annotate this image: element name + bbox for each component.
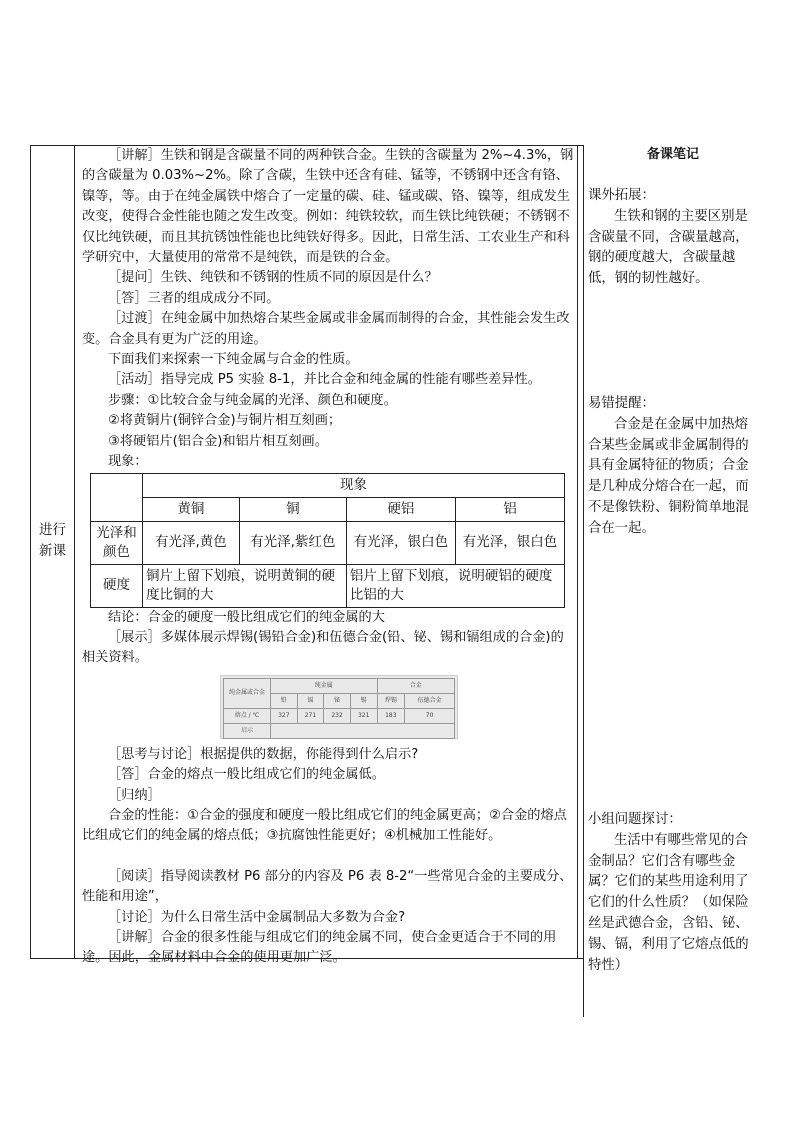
lesson-paragraph: ②将黄铜片(铜锌合金)与铜片相互刻画；	[108, 413, 342, 429]
lesson-paragraph: ［讲解］生铁和钢是含碳量不同的两种铁合金。生铁的含碳量为 2%~4.3%，钢的含碳量为 0.03%~2%。除了含碳，生铁中还含有硅、锰等，不锈钢中还含有铬、镍等，等。由于在纯金属铁中熔合了一定量的碳、硅、锰或碳、铬、镍等，组成发生改变，使得合金性能也随之发生改变。例如：纯铁较软，而生铁比纯铁硬；不锈钢不仅比纯铁硬，而且其抗锈蚀性能也比纯铁好得多。因此，日常生活、工农业生产和科学研究中，大量使用的常常不是纯铁，而是铁的合金。	[82, 148, 574, 266]
mp-alloy-wood: 伍德合金	[405, 693, 455, 708]
column-header-copper: 铜	[239, 497, 346, 521]
table-column-divider	[74, 145, 75, 959]
column-header-duralumin: 硬铝	[346, 497, 455, 521]
mp-alloy-header: 合金	[377, 678, 455, 693]
lesson-paragraph: ［阅读］指导阅读教材 P6 部分的内容及 P6 表 8-2“一些常见合金的主要成分、性能和用途”，	[82, 868, 573, 905]
mp-metal-cadmium: 镉	[297, 693, 324, 708]
phenomena-corner-cell	[91, 473, 143, 521]
section-label-line-2: 新课	[39, 543, 66, 559]
mp-value: 321	[350, 708, 377, 723]
lesson-paragraph: ［展示］多媒体展示焊锡(锡铅合金)和伍德合金(铅、铋、锡和镉组成的合金)的相关资料。	[82, 629, 564, 666]
lesson-paragraph: ［活动］指导完成 P5 实验 8-1，并比合金和纯金属的性能有哪些差异性。	[108, 372, 541, 388]
table-right-border	[577, 145, 578, 959]
mistake-text: 合金是在金属中加热熔合某些金属或非金属制得的具有金属特征的物质；合金是几种成分熔合在一起，而不是像铁粉、铜粉简单地混合在一起。	[588, 416, 749, 536]
cell-duralumin-luster: 有光泽，银白色	[346, 521, 455, 564]
mp-metal-lead: 铅	[271, 693, 298, 708]
mp-value: 232	[324, 708, 351, 723]
notes-title: 备课笔记	[646, 147, 699, 162]
lesson-paragraph: ［讲解］合金的很多性能与组成它们的纯金属不同，使合金更适合于不同的用途。因此，金属材料中合金的使用更加广泛。	[82, 929, 557, 966]
lesson-paragraph: ③将硬铝片(铝合金)和铝片相互刻画。	[108, 433, 328, 449]
row-label-luster-color: 光泽和颜色	[91, 521, 143, 564]
lesson-paragraphs-after	[82, 745, 574, 969]
cell-brass-luster: 有光泽,黄色	[142, 521, 239, 564]
group-discussion-note	[588, 810, 758, 976]
lesson-paragraph: ［答］合金的熔点一般比组成它们的纯金属低。	[108, 767, 385, 783]
mp-value: 70	[405, 708, 455, 723]
lesson-paragraph: 合金的性能：①合金的强度和硬度一般比组成它们的纯金属更高；②合金的熔点比组成它们的纯金属的熔点低；③抗腐蚀性能更好；④机械加工性能好。	[82, 807, 567, 844]
column-header-brass: 黄铜	[142, 497, 239, 521]
phenomena-table	[90, 473, 565, 608]
phenomena-group-header: 现象	[142, 473, 564, 497]
lesson-paragraph: ［过渡］在纯金属中加热熔合某些金属或非金属而制得的合金，其性能会发生改变。合金具有更为广泛的用途。	[82, 311, 570, 347]
mp-value: 183	[377, 708, 405, 723]
lesson-paragraph: 下面我们来探索一下纯金属与合金的性质。	[108, 352, 359, 368]
lesson-paragraph: ［答］三者的组成成分不同。	[108, 290, 280, 306]
extension-note	[588, 186, 758, 290]
lesson-content	[82, 146, 574, 969]
row-label-hardness: 硬度	[91, 564, 143, 607]
lesson-paragraph: ［归纳］	[108, 787, 161, 803]
mp-row-label: 熔点 / ℃	[224, 708, 271, 723]
extension-heading: 课外拓展：	[588, 188, 655, 203]
lesson-paragraph	[82, 847, 574, 867]
mp-metal-bismuth: 铋	[324, 693, 351, 708]
lesson-paragraph: 现象：	[108, 454, 148, 470]
mistake-heading: 易错提醒：	[588, 396, 655, 411]
cell-duralumin-aluminum-hardness: 铝片上留下划痕，说明硬铝的硬度比铝的大	[346, 564, 564, 607]
mp-note-label: 启示	[224, 723, 271, 738]
lesson-paragraph: 步骤：①比较合金与纯金属的光泽、颜色和硬度。	[108, 392, 397, 408]
mp-alloy-solder: 焊锡	[377, 693, 405, 708]
mp-value: 327	[271, 708, 298, 723]
group-heading: 小组问题探讨：	[588, 812, 682, 827]
mp-note-cell	[271, 723, 455, 738]
extension-text: 生铁和钢的主要区别是含碳量不同，含碳量越高，钢的硬度越大，含碳量越低，钢的韧性越好。	[588, 208, 749, 287]
cell-brass-copper-hardness: 铜片上留下划痕，说明黄铜的硬度比铜的大	[142, 564, 346, 607]
section-label	[31, 520, 74, 562]
melting-point-image	[220, 675, 458, 739]
lesson-paragraph: ［思考与讨论］根据提供的数据，你能得到什么启示?	[108, 746, 419, 762]
mistake-note	[588, 394, 758, 540]
cell-copper-luster: 有光泽,紫红色	[239, 521, 346, 564]
lesson-paragraph: 结论：合金的硬度一般比组成它们的纯金属的大	[108, 609, 385, 625]
melting-point-table	[223, 678, 455, 739]
lesson-paragraph: ［讨论］为什么日常生活中金属制品大多数为合金?	[108, 909, 406, 925]
column-header-aluminum: 铝	[455, 497, 564, 521]
section-label-line-1: 进行	[39, 522, 66, 538]
cell-aluminum-luster: 有光泽，银白色	[455, 521, 564, 564]
mp-pure-header: 纯金属	[271, 678, 378, 693]
mp-metal-tin: 锡	[350, 693, 377, 708]
lesson-paragraphs-before	[82, 146, 574, 473]
mp-value: 271	[297, 708, 324, 723]
lesson-paragraph: ［提问］生铁、纯铁和不锈钢的性质不同的原因是什么？	[108, 270, 438, 286]
mp-corner: 纯金属或合金	[224, 678, 271, 708]
group-text: 生活中有哪些常见的合金制品？它们含有哪些金属？它们的某些用途利用了它们的什么性质？（如保险丝是武德合金，含铅、铋、锡、镉，利用了它熔点低的特性）	[588, 832, 749, 973]
lesson-paragraphs-mid	[82, 608, 574, 669]
notes-column-divider	[583, 145, 584, 1017]
